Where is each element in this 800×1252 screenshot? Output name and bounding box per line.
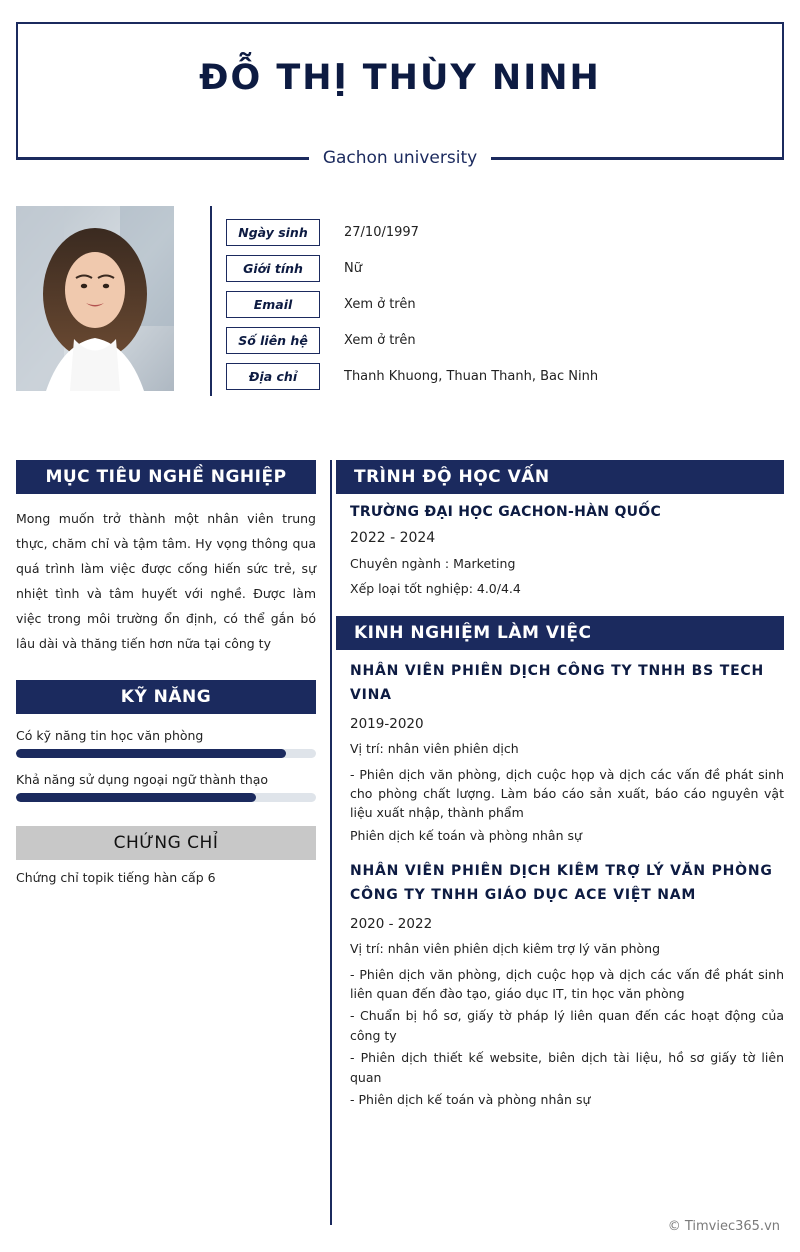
info-row [226,358,786,394]
info-value-gender: Nữ [344,260,362,276]
skill-fill [16,749,286,758]
info-value-phone: Xem ở trên [344,332,416,348]
info-label-phone: Số liên hệ [226,327,320,354]
experience-title: NHÂN VIÊN PHIÊN DỊCH KIÊM TRỢ LÝ VĂN PHÒNG CÔNG TY TNHH GIÁO DỤC ACE VIỆT NAM [350,863,773,903]
info-value-address: Thanh Khuong, Thuan Thanh, Bac Ninh [344,368,599,384]
skill-item [16,772,316,802]
experience-title: NHÂN VIÊN PHIÊN DỊCH CÔNG TY TNHH BS TECH VINA [350,663,765,703]
education-school: TRƯỜNG ĐẠI HỌC GACHON-HÀN QUỐC [350,504,662,520]
info-label-email: Email [226,291,320,318]
skill-track [16,793,316,802]
page-title: ĐỖ THỊ THÙY NINH [199,58,601,98]
skill-label: Có kỹ năng tin học văn phòng [16,728,204,743]
experience-item [336,850,784,1114]
info-value-email: Xem ở trên [344,296,416,312]
objective-text: Mong muốn trở thành một nhân viên trung thực, chăm chỉ và tậm tâm. Hy vọng thông qua quá trình làm việc được cống hiến sức trẻ, sự nhiệt tình và tâm huyết với nghề. Được làm việc trong môi trường ổn định, có thể gắn bó lâu dài và thăng tiến hơn nữa tại công ty [16,511,316,651]
experience-item [336,650,784,850]
experience-description: - Phiên dịch văn phòng, dịch cuộc họp và dịch các vấn đề phát sinh cho phòng chất lượng. Làm báo cáo sản xuất, báo cáo nguyên vật liệu xuất nhập, thành phẩm [350,766,784,821]
experience-description: - Phiên dịch kế toán và phòng nhân sự [350,1091,591,1107]
section-title-skills: KỸ NĂNG [16,680,316,714]
education-major: Chuyên ngành : Marketing [350,556,516,571]
university-banner [16,140,784,176]
section-title-objective: MỤC TIÊU NGHỀ NGHIỆP [16,460,316,494]
divider-left [16,157,309,159]
experience-description: Phiên dịch kế toán và phòng nhân sự [350,827,582,843]
footer-credit: © Timviec365.vn [667,1219,780,1234]
avatar [16,206,174,391]
experience-description: - Chuẩn bị hồ sơ, giấy tờ pháp lý liên quan đến các hoạt động của công ty [350,1008,784,1043]
right-column [336,460,784,1114]
certificate-text: Chứng chỉ topik tiếng hàn cấp 6 [16,870,216,885]
skill-label: Khả năng sử dụng ngoại ngữ thành thạo [16,772,269,787]
info-row [226,286,786,322]
info-label-gender: Giới tính [226,255,320,282]
education-block [336,494,784,610]
column-divider [330,460,332,1225]
info-row [226,250,786,286]
info-rows [226,214,786,394]
experience-position: Vị trí: nhân viên phiên dịch [350,740,519,756]
university-name: Gachon university [309,148,491,168]
personal-info-section [16,206,784,401]
education-grade: Xếp loại tốt nghiệp: 4.0/4.4 [350,581,521,596]
left-column [16,460,316,885]
info-label-address: Địa chỉ [226,363,320,390]
experience-description: - Phiên dịch thiết kế website, biên dịch tài liệu, hồ sơ giấy tờ liên quan [350,1050,784,1085]
info-row [226,214,786,250]
info-value-birthday: 27/10/1997 [344,224,419,240]
divider-right [491,157,784,159]
info-vertical-divider [210,206,212,396]
info-row [226,322,786,358]
info-label-birthday: Ngày sinh [226,219,320,246]
skill-item [16,728,316,758]
experience-description: - Phiên dịch văn phòng, dịch cuộc họp và dịch các vấn đề phát sinh liên quan đến đào tạo, giáo dục IT, tin học văn phòng [350,966,784,1002]
skill-fill [16,793,256,802]
experience-years: 2020 - 2022 [350,915,433,932]
section-title-education: TRÌNH ĐỘ HỌC VẤN [336,460,784,494]
section-title-experience: KINH NGHIỆM LÀM VIỆC [336,616,784,650]
section-title-certificate: CHỨNG CHỈ [16,826,316,860]
skill-track [16,749,316,758]
education-years: 2022 - 2024 [350,530,436,546]
experience-years: 2019-2020 [350,715,424,732]
experience-position: Vị trí: nhân viên phiên dịch kiêm trợ lý văn phòng [350,940,661,956]
